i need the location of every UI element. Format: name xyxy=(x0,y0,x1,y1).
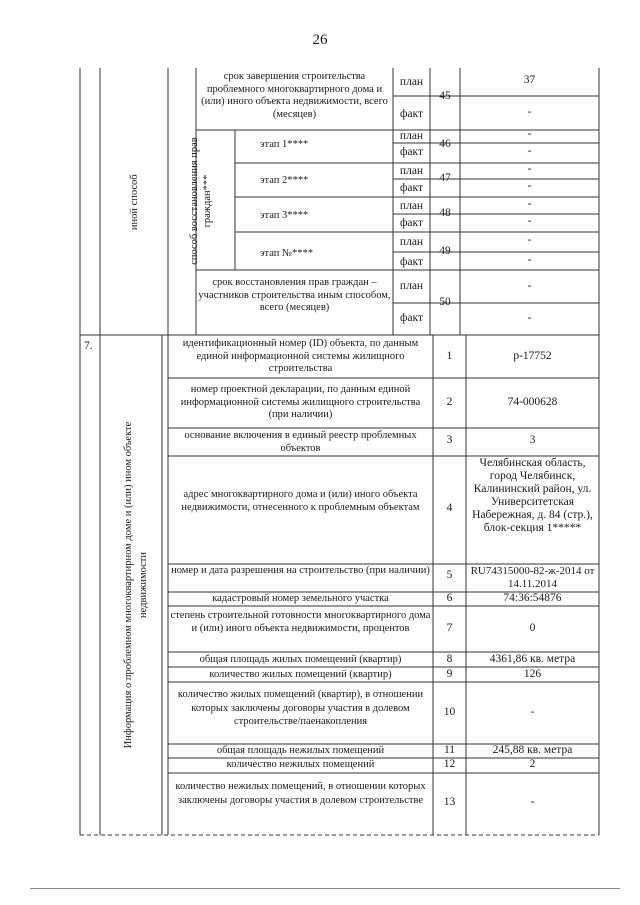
stage-label: этап 1**** xyxy=(260,139,309,150)
stage-label: этап 2**** xyxy=(260,175,309,186)
row-number: 49 xyxy=(439,245,451,257)
row-label: основание включения в единый реестр проблемных объектов xyxy=(184,430,417,454)
row-label: общая площадь нежилых помещений xyxy=(216,745,385,756)
fact-label: факт xyxy=(399,146,424,158)
fact-label: факт xyxy=(399,182,424,194)
plan-label: план xyxy=(399,165,424,177)
completion-term-label: срок завершения строительства проблемного многоквартирного дома и (или) иного объекта недвижимости, всего (месяцев) xyxy=(201,71,388,120)
plan-value: 37 xyxy=(523,74,536,86)
row-number: 7 xyxy=(446,622,453,634)
plan-value: - xyxy=(527,198,532,210)
row-number: 10 xyxy=(443,706,456,718)
row-number: 9 xyxy=(446,668,453,680)
plan-value: - xyxy=(527,234,532,246)
row-value: 3 xyxy=(529,434,536,446)
row-value: 245,88 кв. метра xyxy=(492,744,573,756)
plan-label: план xyxy=(399,280,424,292)
stage-label: этап №**** xyxy=(260,248,314,259)
row-value: 4361,86 кв. метра xyxy=(489,653,576,665)
row-value: Челябинская область, город Челябинск, Калининский район, ул. Университетская Набережная, д. 84 (стр.), блок-секция 1***** xyxy=(472,457,593,534)
fact-value: - xyxy=(527,254,532,266)
fact-label: факт xyxy=(399,256,424,268)
row-value: 2 xyxy=(529,758,536,770)
row-number: 48 xyxy=(439,207,451,219)
row-number: 46 xyxy=(439,138,451,150)
section-vertical-label: Информация о проблемном многоквартирном доме и (или) ином объекте недвижимости xyxy=(123,421,149,749)
page-bottom-divider xyxy=(30,888,620,889)
other-method-label: иной способ xyxy=(128,174,140,231)
fact-label: факт xyxy=(399,108,424,120)
row-value: р-17752 xyxy=(513,350,552,362)
row-number: 50 xyxy=(439,296,451,308)
restore-term-label: срок восстановления прав граждан – участников строительства иным способом, всего (месяцев) xyxy=(198,277,391,313)
section-index: 7. xyxy=(84,340,93,352)
plan-label: план xyxy=(399,76,424,88)
row-label: количество нежилых помещений, в отношении которых заключены договоры участия в долевом строительстве xyxy=(175,781,426,806)
stage-label: этап 3**** xyxy=(260,210,309,221)
plan-label: план xyxy=(399,236,424,248)
plan-value: - xyxy=(527,163,532,175)
row-label: степень строительной готовности многоквартирного дома и (или) иного объекта недвижимости, процентов xyxy=(170,610,431,634)
row-number: 6 xyxy=(446,592,453,604)
row-number: 8 xyxy=(446,653,453,665)
row-value: 126 xyxy=(523,668,542,680)
row-value: - xyxy=(530,796,535,808)
row-number: 5 xyxy=(446,569,453,581)
row-number: 2 xyxy=(446,396,453,408)
row-number: 4 xyxy=(446,502,453,514)
row-value: RU74315000-82-ж-2014 от 14.11.2014 xyxy=(470,565,595,590)
fact-value: - xyxy=(527,106,532,118)
row-value: 74-000628 xyxy=(507,396,558,408)
fact-value: - xyxy=(527,180,532,192)
row-number: 13 xyxy=(443,796,456,808)
restore-method-label: способ восстановления прав граждан*** xyxy=(189,137,213,265)
row-label: адрес многоквартирного дома и (или) иного объекта недвижимости, отнесенного к проблемным объектам xyxy=(181,489,420,513)
row-value: - xyxy=(530,706,535,718)
fact-value: - xyxy=(527,312,532,324)
row-number: 12 xyxy=(443,758,456,770)
row-number: 3 xyxy=(446,434,453,446)
row-label: количество жилых помещений (квартир), в отношении которых заключены договоры участия в долевом строительстве/паенакопления xyxy=(177,689,424,727)
row-value: 0 xyxy=(529,622,536,634)
row-label: номер проектной декларации, по данным единой информационной системы жилищного строительства (при наличии) xyxy=(180,384,421,420)
plan-value: - xyxy=(527,280,532,292)
page-number: 26 xyxy=(312,32,328,48)
fact-value: - xyxy=(527,215,532,227)
row-label: идентификационный номер (ID) объекта, по данным единой информационной системы жилищного строительства xyxy=(182,338,419,374)
fact-label: факт xyxy=(399,217,424,229)
row-label: количество жилых помещений (квартир) xyxy=(209,669,392,680)
fact-label: факт xyxy=(399,312,424,324)
plan-label: план xyxy=(399,200,424,212)
fact-value: - xyxy=(527,145,532,157)
row-number: 11 xyxy=(443,744,456,756)
row-label: общая площадь жилых помещений (квартир) xyxy=(199,654,402,665)
plan-label: план xyxy=(399,130,424,142)
row-number: 47 xyxy=(439,172,451,184)
row-number: 45 xyxy=(439,90,451,102)
row-label: кадастровый номер земельного участка xyxy=(212,593,389,604)
row-label: количество нежилых помещений xyxy=(226,759,375,770)
plan-value: - xyxy=(527,128,532,140)
row-value: 74:36:54876 xyxy=(503,592,562,604)
row-number: 1 xyxy=(446,350,453,362)
row-label: номер и дата разрешения на строительство (при наличии) xyxy=(171,565,430,576)
